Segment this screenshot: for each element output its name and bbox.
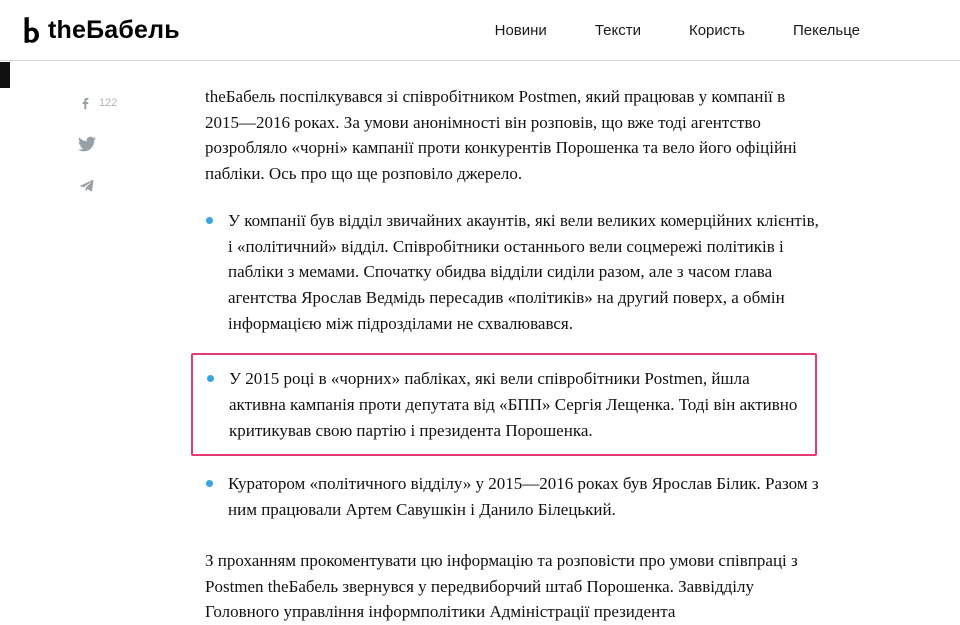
bullet-item-highlighted [191,353,817,456]
share-telegram-button[interactable] [78,177,117,200]
facebook-icon [78,96,93,116]
reading-progress-bar [0,62,10,88]
site-header [0,0,960,61]
twitter-icon [78,135,96,158]
bullet-dot [207,375,214,382]
article-outro-paragraph: З проханням прокоментувати цю інформацію та розповісти про умови співпраці з Postmen theБабель звернувся у передвиборчий штаб Порошенка. Заввідділу Головного управління інформполітики Адміністрації президента [205,550,798,622]
bullet-dot [206,217,213,224]
nav-item-texts[interactable]: Тексти [594,21,641,39]
telegram-icon [78,177,96,200]
bullet-item [205,471,819,522]
bullet-text-highlighted: У 2015 році в «чорних» пабліках, які вели співробітники Postmen, йшла активна кампанія проти депутата від «БПП» Сергія Лещенка. Тоді він активно критикував свою партію і президента Порошенка. [229,369,798,440]
bullet-text: Куратором «політичного відділу» у 2015—2016 роках був Ярослав Білик. Разом з ним працювали Артем Савушкін і Данило Білецький. [228,474,819,520]
share-column [78,96,117,200]
site-logo[interactable] [22,16,180,45]
bullet-list [205,208,819,523]
bullet-dot [206,480,213,487]
bullet-text: У компанії був відділ звичайних акаунтів, які вели великих комерційних клієнтів, і «політичний» відділ. Співробітники останнього вели соцмережі політиків і пабліки з мемами. Спочатку обидва відділи сиділи разом, але з часом глава агентства Ярослав Ведмідь пересадив «політиків» на другий поверх, а обмін інформацією між підрозділами не схвалювався. [228,210,819,333]
babel-logo-icon [22,16,39,44]
nav-item-hell[interactable]: Пекельце [792,21,860,39]
article-intro-paragraph: theБабель поспілкувався зі співробітником Postmen, який працював у компанії в 2015—2016 роках. За умови анонімності він розповів, що вже тоді агентство розробляло «чорні» кампанії проти конкурентів Порошенка та вело його офіційні пабліки. Ось про що ще розповіло джерело. [205,87,797,184]
site-logo-text: theБабель [48,15,180,44]
main-nav [495,22,860,39]
facebook-share-count: 122 [99,97,118,109]
article-body [205,84,819,625]
nav-item-benefit[interactable]: Користь [688,21,745,39]
share-facebook-button[interactable] [78,96,117,116]
nav-item-news[interactable]: Новини [494,21,547,39]
bullet-item [205,208,819,337]
share-twitter-button[interactable] [78,135,117,158]
